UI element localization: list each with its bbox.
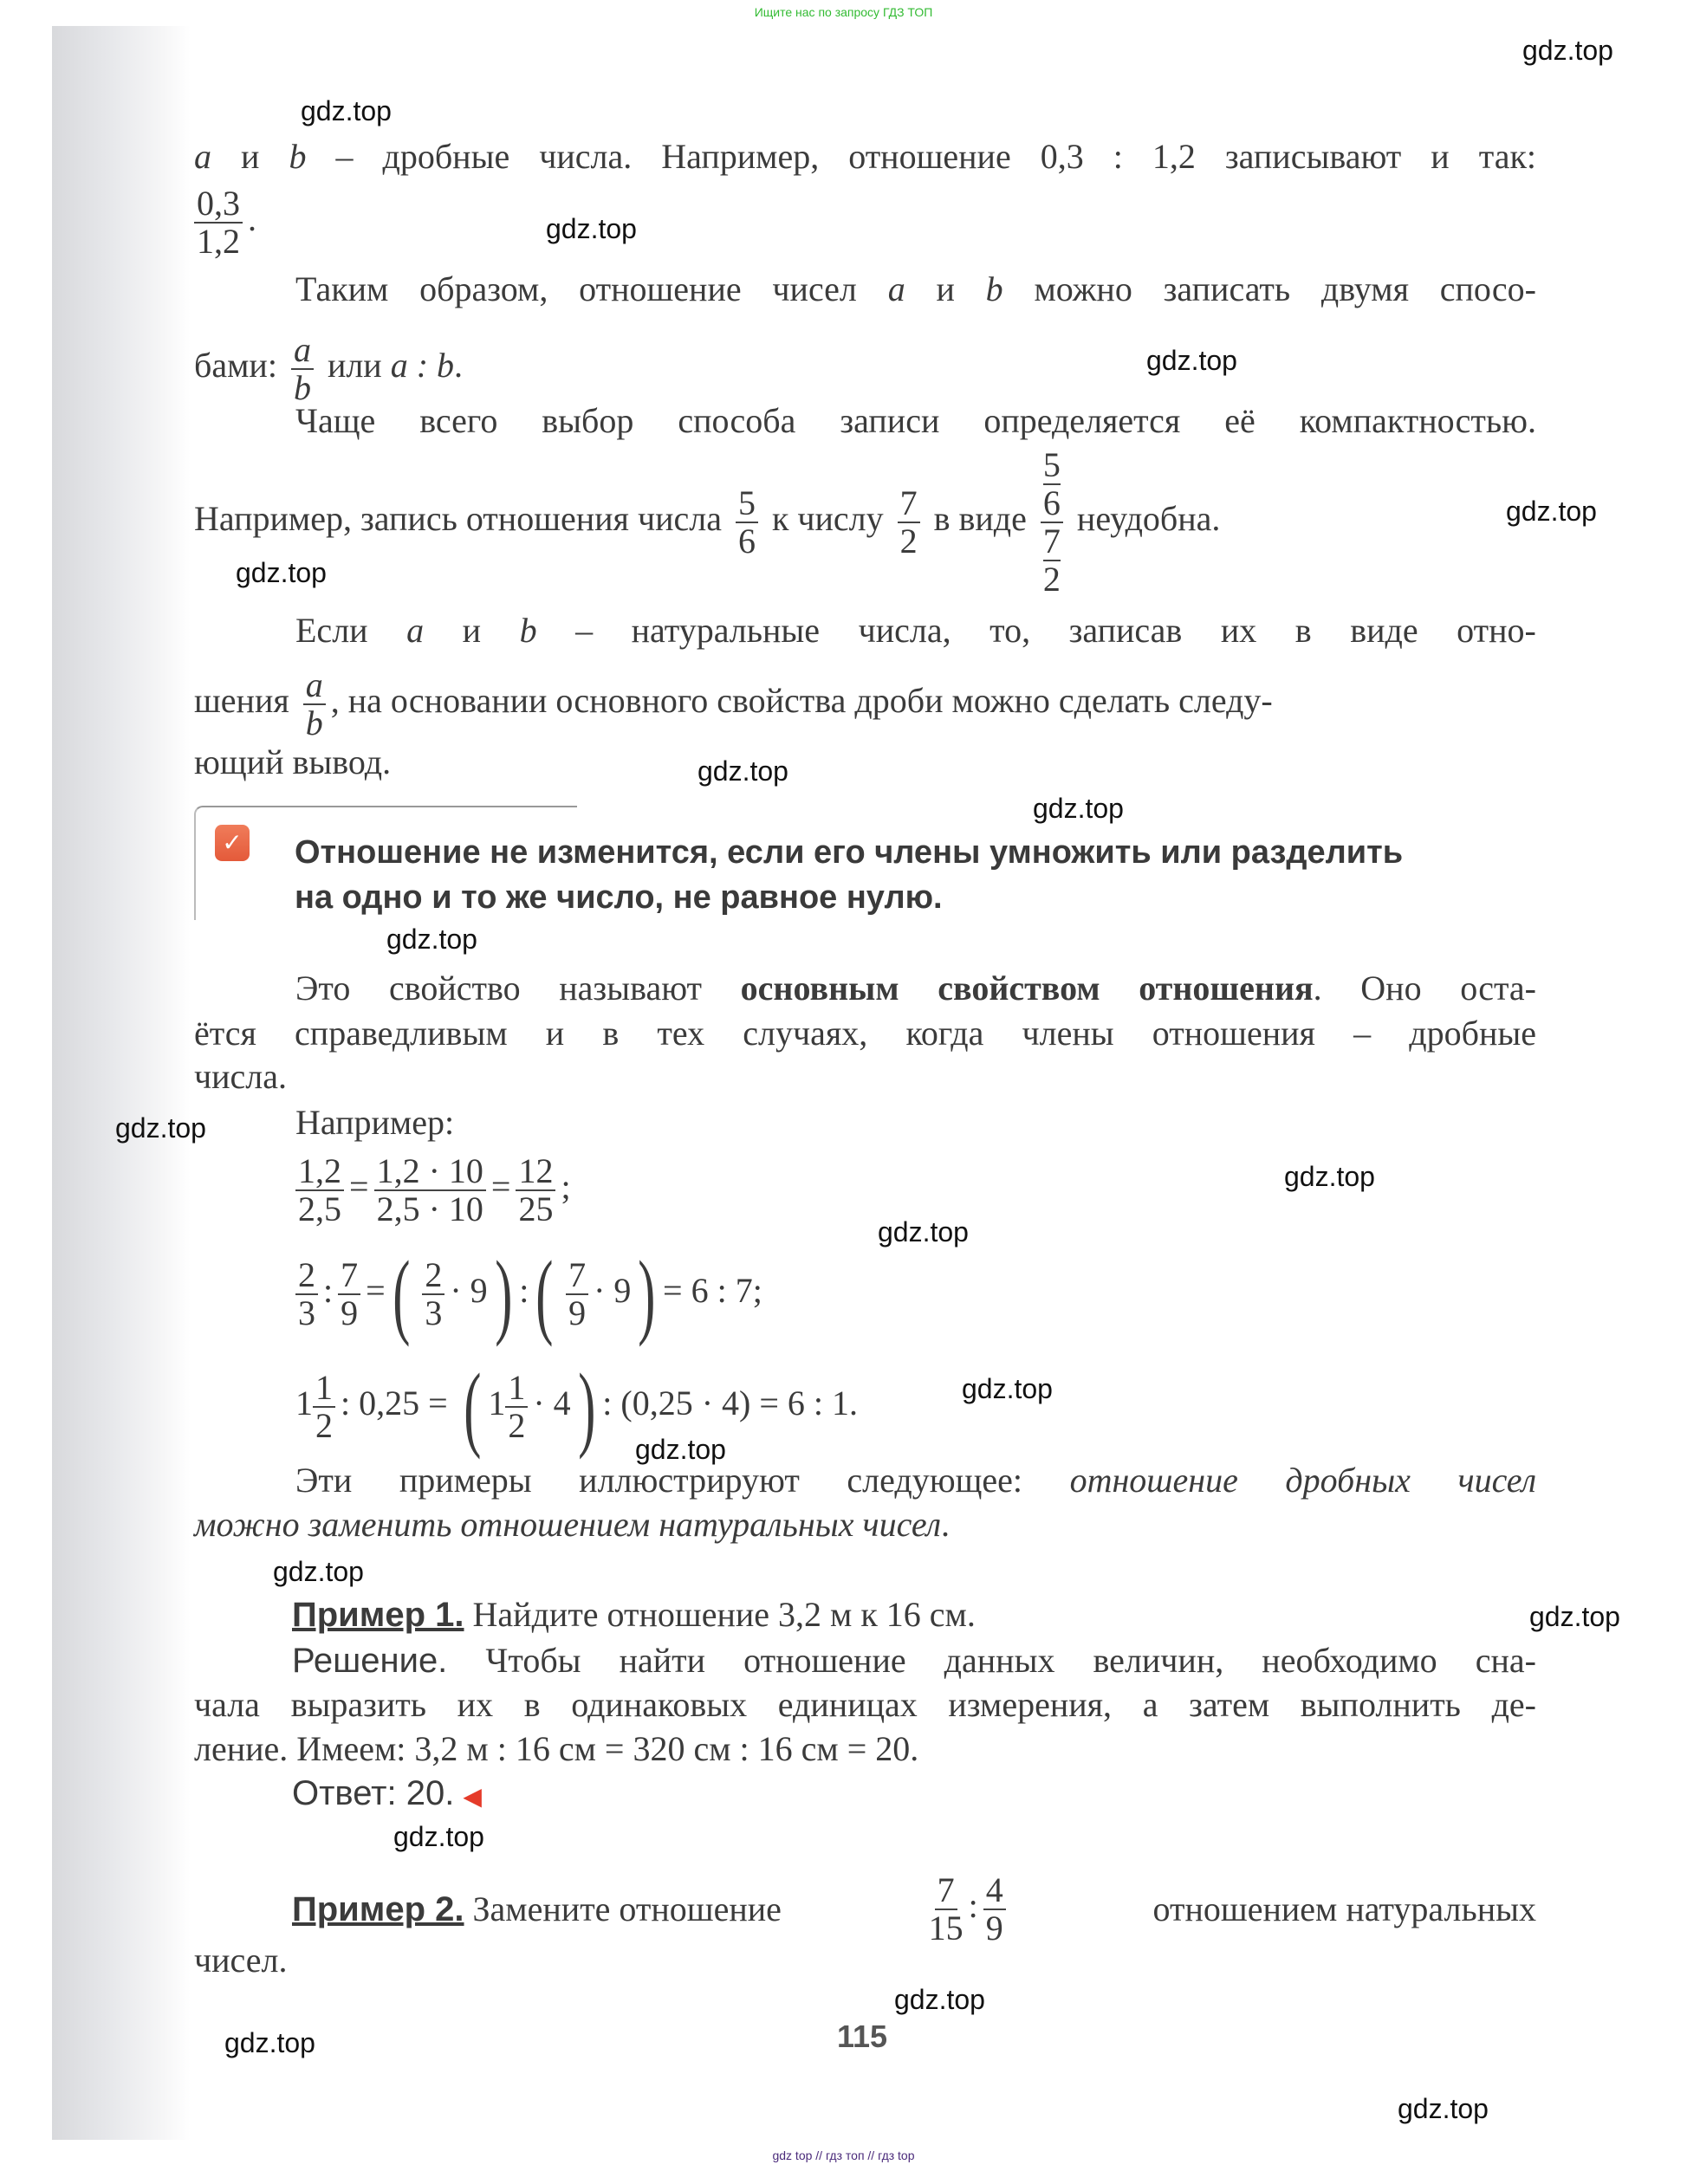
paragraph-line: можно заменить отношением натуральных чисел. (194, 1505, 951, 1544)
watermark: gdz.top (894, 1984, 985, 2015)
complex-fraction: 5 6 7 2 (1041, 447, 1063, 598)
watermark: gdz.top (1284, 1161, 1375, 1192)
watermark: gdz.top (273, 1556, 364, 1587)
equation-2: $\frac{2}{3}$ : $\frac{7}{9}$ =( $\frac{2}{3}$ · 9) :( $\frac{7}{9}$ · 9) = 6 : 7; (295, 1248, 1536, 1334)
watermark: gdz.top (546, 213, 637, 244)
paragraph-line: ление. Имеем: 3,2 м : 16 см = 320 см : 16 см = 20. (194, 1729, 919, 1768)
paragraph-line: Эти примеры иллюстрируют следующее: отношение дробных чисел (295, 1461, 1537, 1500)
check-icon: ✓ (215, 825, 250, 861)
watermark: gdz.top (393, 1821, 484, 1852)
paragraph-line: шения $\frac{a}{b}$ , на основании основного свойства дроби можно сделать следу- (194, 665, 1273, 742)
rule-text: на одно и то же число, не равное нулю. (295, 879, 943, 916)
paragraph-line: a и b – дробные числа. Например, отношение 0,3 : 1,2 записывают и так: (194, 137, 1536, 176)
watermark: gdz.top (236, 557, 327, 588)
watermark: gdz.top (301, 95, 392, 126)
fraction: $\frac{0,3}{1,2}$ (194, 185, 243, 260)
paragraph-line: Решение. Чтобы найти отношение данных величин, необходимо сна- (292, 1641, 1536, 1680)
page-number: 115 (836, 2019, 888, 2054)
end-marker-icon: ◀ (463, 1782, 482, 1811)
watermark: gdz.top (1529, 1601, 1620, 1632)
bottom-banner: gdz top // гдз топ // гдз top (772, 2148, 915, 2162)
paragraph-line: числа. (194, 1057, 287, 1096)
watermark: gdz.top (635, 1434, 726, 1465)
watermark: gdz.top (962, 1373, 1053, 1404)
paragraph-line: Таким образом, отношение чисел a и b можно записать двумя спосо- (295, 269, 1536, 308)
watermark: gdz.top (115, 1112, 206, 1144)
fraction: $\frac{a}{b}$ (291, 332, 314, 406)
equation-1: $\frac{1,2}{2,5}$ = $\frac{1,2 \cdot 10}{2,5 \cdot 10}$ = $\frac{12}{25}$ ; (295, 1153, 1536, 1228)
watermark: gdz.top (878, 1216, 969, 1248)
watermark: gdz.top (1522, 35, 1613, 66)
paragraph-line: Это свойство называют основным свойством отношения. Оно оста- (295, 969, 1536, 1008)
watermark: gdz.top (1146, 345, 1237, 376)
example-2-title: Пример 2. Замените отношение $\frac{7}{15}$ : $\frac{4}{9}$ отношением натуральных (292, 1870, 1536, 1947)
paragraph-line: Например, запись отношения числа $\frac{5}{6}$ к числу $\frac{7}{2}$ в виде 5 6 7 2 неудобна. (194, 445, 1221, 599)
watermark: gdz.top (1506, 496, 1597, 527)
watermark: gdz.top (386, 924, 477, 955)
paragraph-line: чисел. (194, 1941, 288, 1980)
paragraph-line: Если a и b – натуральные числа, то, записав их в виде отно- (295, 611, 1536, 650)
page-margin-shadow (52, 26, 191, 2140)
equation-3: 1 $\frac{1}{2}$ : 0,25 = ( 1 $\frac{1}{2}$ · 4) : (0,25 · 4) = 6 : 1. (295, 1353, 859, 1460)
paragraph-line: чала выразить их в одинаковых единицах измерения, а затем выполнить де- (194, 1685, 1536, 1724)
watermark: gdz.top (224, 2027, 315, 2058)
watermark: gdz.top (1398, 2093, 1489, 2124)
paragraph-line: бами: $\frac{a}{b}$ или a : b. (194, 330, 464, 407)
example-1-title: Пример 1. Найдите отношение 3,2 м к 16 см. (292, 1595, 976, 1634)
top-banner: Ищите нас по запросу ГДЗ ТОП (754, 5, 933, 19)
rule-text: Отношение не изменится, если его члены умножить или разделить (295, 834, 1404, 871)
watermark: gdz.top (1033, 793, 1124, 824)
paragraph-line: ющий вывод. (194, 742, 392, 781)
watermark: gdz.top (698, 755, 788, 787)
paragraph-line: Например: (295, 1103, 455, 1142)
paragraph-line: ётся справедливым и в тех случаях, когда члены отношения – дробные (194, 1014, 1536, 1053)
example-1-answer: Ответ: 20. ◀ (292, 1774, 482, 1812)
paragraph-line: Чаще всего выбор способа записи определяется её компактностью. (295, 401, 1536, 440)
fraction-line: $\frac{0,3}{1,2}$ . (194, 185, 1536, 260)
fraction: $\frac{a}{b}$ (303, 667, 326, 742)
fraction: $\frac{5}{6}$ (736, 485, 758, 560)
fraction: $\frac{7}{2}$ (898, 485, 920, 560)
